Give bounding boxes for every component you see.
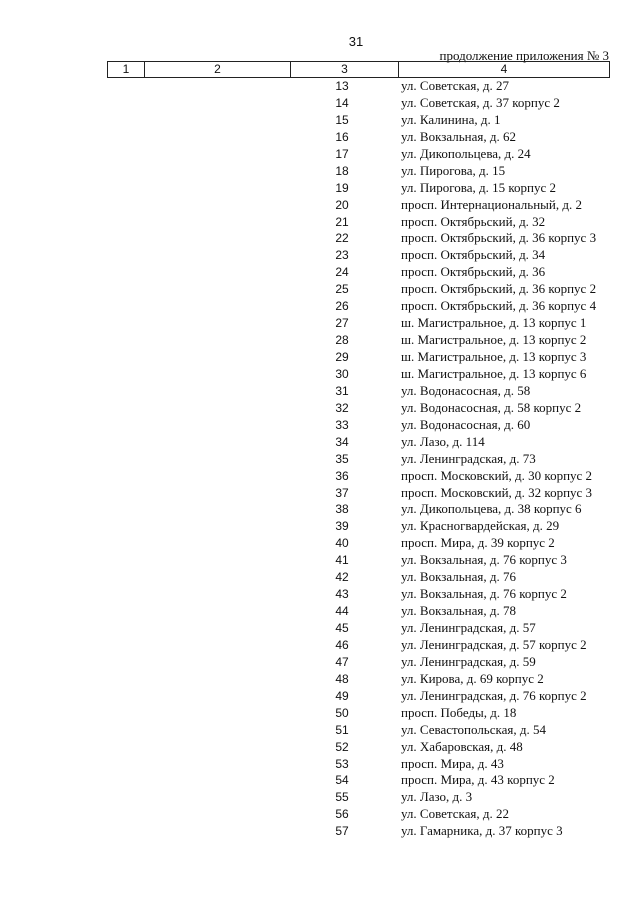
row-address: ул. Севастопольская, д. 54 <box>401 721 546 737</box>
table-row <box>0 315 640 332</box>
table-row <box>0 789 640 806</box>
table-row <box>0 637 640 654</box>
row-number: 39 <box>335 519 349 534</box>
row-number: 53 <box>335 756 349 771</box>
table-row <box>0 78 640 95</box>
table-row <box>0 569 640 586</box>
row-number: 28 <box>335 333 349 348</box>
table-row <box>0 146 640 163</box>
row-number: 51 <box>335 722 349 737</box>
table-row <box>0 468 640 485</box>
row-number: 21 <box>335 214 349 229</box>
row-number: 32 <box>335 400 349 415</box>
row-number: 49 <box>335 688 349 703</box>
row-address: ул. Водонасосная, д. 60 <box>401 416 531 432</box>
row-address: ул. Калинина, д. 1 <box>401 111 501 127</box>
row-address: ул. Советская, д. 27 <box>401 78 510 93</box>
row-address: просп. Мира, д. 43 корпус 2 <box>401 772 555 788</box>
row-number: 19 <box>335 180 349 195</box>
row-number: 40 <box>335 536 349 551</box>
table-row <box>0 264 640 281</box>
row-address: просп. Мира, д. 39 корпус 2 <box>401 535 555 551</box>
table-row <box>0 620 640 637</box>
table-row <box>0 501 640 518</box>
table-header-col-1: 1 <box>108 62 145 77</box>
row-number: 43 <box>335 587 349 602</box>
row-number: 56 <box>335 807 349 822</box>
row-address: ул. Гамарника, д. 37 корпус 3 <box>401 823 563 839</box>
row-number: 17 <box>335 146 349 161</box>
row-number: 23 <box>335 248 349 263</box>
row-address: ш. Магистральное, д. 13 корпус 1 <box>401 315 587 331</box>
table-row <box>0 485 640 502</box>
appendix-note: продолжение приложения № 3 <box>439 48 609 63</box>
row-address: ш. Магистральное, д. 13 корпус 2 <box>401 332 587 348</box>
row-number: 37 <box>335 485 349 500</box>
row-number: 18 <box>335 163 349 178</box>
table-header-col-3: 3 <box>291 62 399 77</box>
table-row <box>0 535 640 552</box>
row-number: 24 <box>335 265 349 280</box>
row-address: просп. Интернациональный, д. 2 <box>401 196 582 212</box>
row-address: просп. Московский, д. 30 корпус 2 <box>401 467 593 483</box>
row-address: просп. Октябрьский, д. 34 <box>401 247 546 263</box>
row-address: просп. Октябрьский, д. 36 <box>401 264 546 280</box>
table-row <box>0 383 640 400</box>
table-row <box>0 214 640 231</box>
page-number: 31 <box>348 34 364 49</box>
table-row <box>0 451 640 468</box>
table-row <box>0 230 640 247</box>
row-address: ул. Красногвардейская, д. 29 <box>401 518 560 534</box>
row-address: ул. Вокзальная, д. 76 корпус 2 <box>401 586 567 602</box>
table-row <box>0 705 640 722</box>
row-number: 26 <box>335 299 349 314</box>
row-number: 16 <box>335 129 349 144</box>
row-number: 50 <box>335 705 349 720</box>
table-row <box>0 434 640 451</box>
table-row <box>0 823 640 840</box>
row-number: 20 <box>335 197 349 212</box>
table-row <box>0 518 640 535</box>
row-address: ул. Водонасосная, д. 58 корпус 2 <box>401 399 582 415</box>
row-number: 25 <box>335 282 349 297</box>
row-number: 57 <box>335 824 349 839</box>
row-number: 13 <box>335 79 349 93</box>
row-address: просп. Победы, д. 18 <box>401 704 517 720</box>
table-row <box>0 671 640 688</box>
table-row <box>0 586 640 603</box>
row-number: 42 <box>335 570 349 585</box>
row-number: 27 <box>335 316 349 331</box>
table-row <box>0 366 640 383</box>
table-row <box>0 654 640 671</box>
table-header <box>107 61 610 78</box>
table-row <box>0 400 640 417</box>
row-number: 48 <box>335 671 349 686</box>
table-row <box>0 298 640 315</box>
table-row <box>0 247 640 264</box>
row-address: ул. Ленинградская, д. 57 корпус 2 <box>401 636 587 652</box>
table-header-col-2: 2 <box>145 62 291 77</box>
row-number: 55 <box>335 790 349 805</box>
table-row <box>0 772 640 789</box>
row-number: 46 <box>335 637 349 652</box>
row-address: ул. Пирогова, д. 15 <box>401 162 506 178</box>
table-row <box>0 281 640 298</box>
row-number: 44 <box>335 604 349 619</box>
table-row <box>0 722 640 739</box>
row-address: просп. Октябрьский, д. 32 <box>401 213 546 229</box>
row-address: ул. Ленинградская, д. 76 корпус 2 <box>401 687 587 703</box>
row-address: ул. Хабаровская, д. 48 <box>401 738 523 754</box>
row-address: просп. Московский, д. 32 корпус 3 <box>401 484 593 500</box>
table-row <box>0 163 640 180</box>
row-number: 34 <box>335 434 349 449</box>
row-address: ул. Пирогова, д. 15 корпус 2 <box>401 179 557 195</box>
table-row <box>0 112 640 129</box>
row-address: ш. Магистральное, д. 13 корпус 3 <box>401 349 587 364</box>
row-address: ул. Вокзальная, д. 76 <box>401 569 516 585</box>
table-row <box>0 756 640 773</box>
table-row <box>0 129 640 146</box>
row-address: ул. Лазо, д. 3 <box>401 789 473 805</box>
row-address: ш. Магистральное, д. 13 корпус 6 <box>401 365 587 381</box>
row-number: 33 <box>335 417 349 432</box>
row-number: 38 <box>335 502 349 517</box>
row-number: 52 <box>335 739 349 754</box>
row-address: ул. Вокзальная, д. 78 <box>401 603 516 619</box>
row-number: 14 <box>335 95 349 110</box>
row-address: просп. Октябрьский, д. 36 корпус 2 <box>401 281 597 297</box>
table-row <box>0 417 640 434</box>
row-number: 31 <box>335 383 349 398</box>
row-address: просп. Октябрьский, д. 36 корпус 4 <box>401 298 597 314</box>
table-row <box>0 603 640 620</box>
table-row <box>0 688 640 705</box>
row-number: 47 <box>335 654 349 669</box>
row-address: ул. Советская, д. 37 корпус 2 <box>401 94 560 110</box>
table-row <box>0 739 640 756</box>
row-address: ул. Ленинградская, д. 57 <box>401 620 536 635</box>
row-number: 22 <box>335 231 349 246</box>
row-address: ул. Вокзальная, д. 76 корпус 3 <box>401 552 567 568</box>
row-address: ул. Дикопольцева, д. 24 <box>401 145 531 161</box>
table-body <box>0 78 640 840</box>
row-address: ул. Лазо, д. 114 <box>401 433 485 449</box>
table-row <box>0 552 640 569</box>
row-number: 30 <box>335 366 349 381</box>
row-number: 54 <box>335 773 349 788</box>
row-number: 15 <box>335 112 349 127</box>
row-number: 29 <box>335 350 349 364</box>
row-address: ул. Дикопольцева, д. 38 корпус 6 <box>401 501 582 517</box>
row-address: ул. Кирова, д. 69 корпус 2 <box>401 670 544 686</box>
row-address: ул. Водонасосная, д. 58 <box>401 382 531 398</box>
row-number: 45 <box>335 621 349 635</box>
table-row <box>0 349 640 366</box>
row-number: 35 <box>335 451 349 466</box>
row-address: ул. Ленинградская, д. 59 <box>401 653 536 669</box>
table-row <box>0 332 640 349</box>
row-address: просп. Мира, д. 43 <box>401 755 504 771</box>
row-address: ул. Вокзальная, д. 62 <box>401 128 516 144</box>
table-header-col-4: 4 <box>399 62 610 77</box>
table-row <box>0 180 640 197</box>
row-address: ул. Советская, д. 22 <box>401 806 510 822</box>
row-number: 36 <box>335 468 349 483</box>
row-number: 41 <box>335 553 349 568</box>
table-row <box>0 806 640 823</box>
row-address: ул. Ленинградская, д. 73 <box>401 450 536 466</box>
table-row <box>0 197 640 214</box>
row-address: просп. Октябрьский, д. 36 корпус 3 <box>401 230 597 246</box>
table-row <box>0 95 640 112</box>
